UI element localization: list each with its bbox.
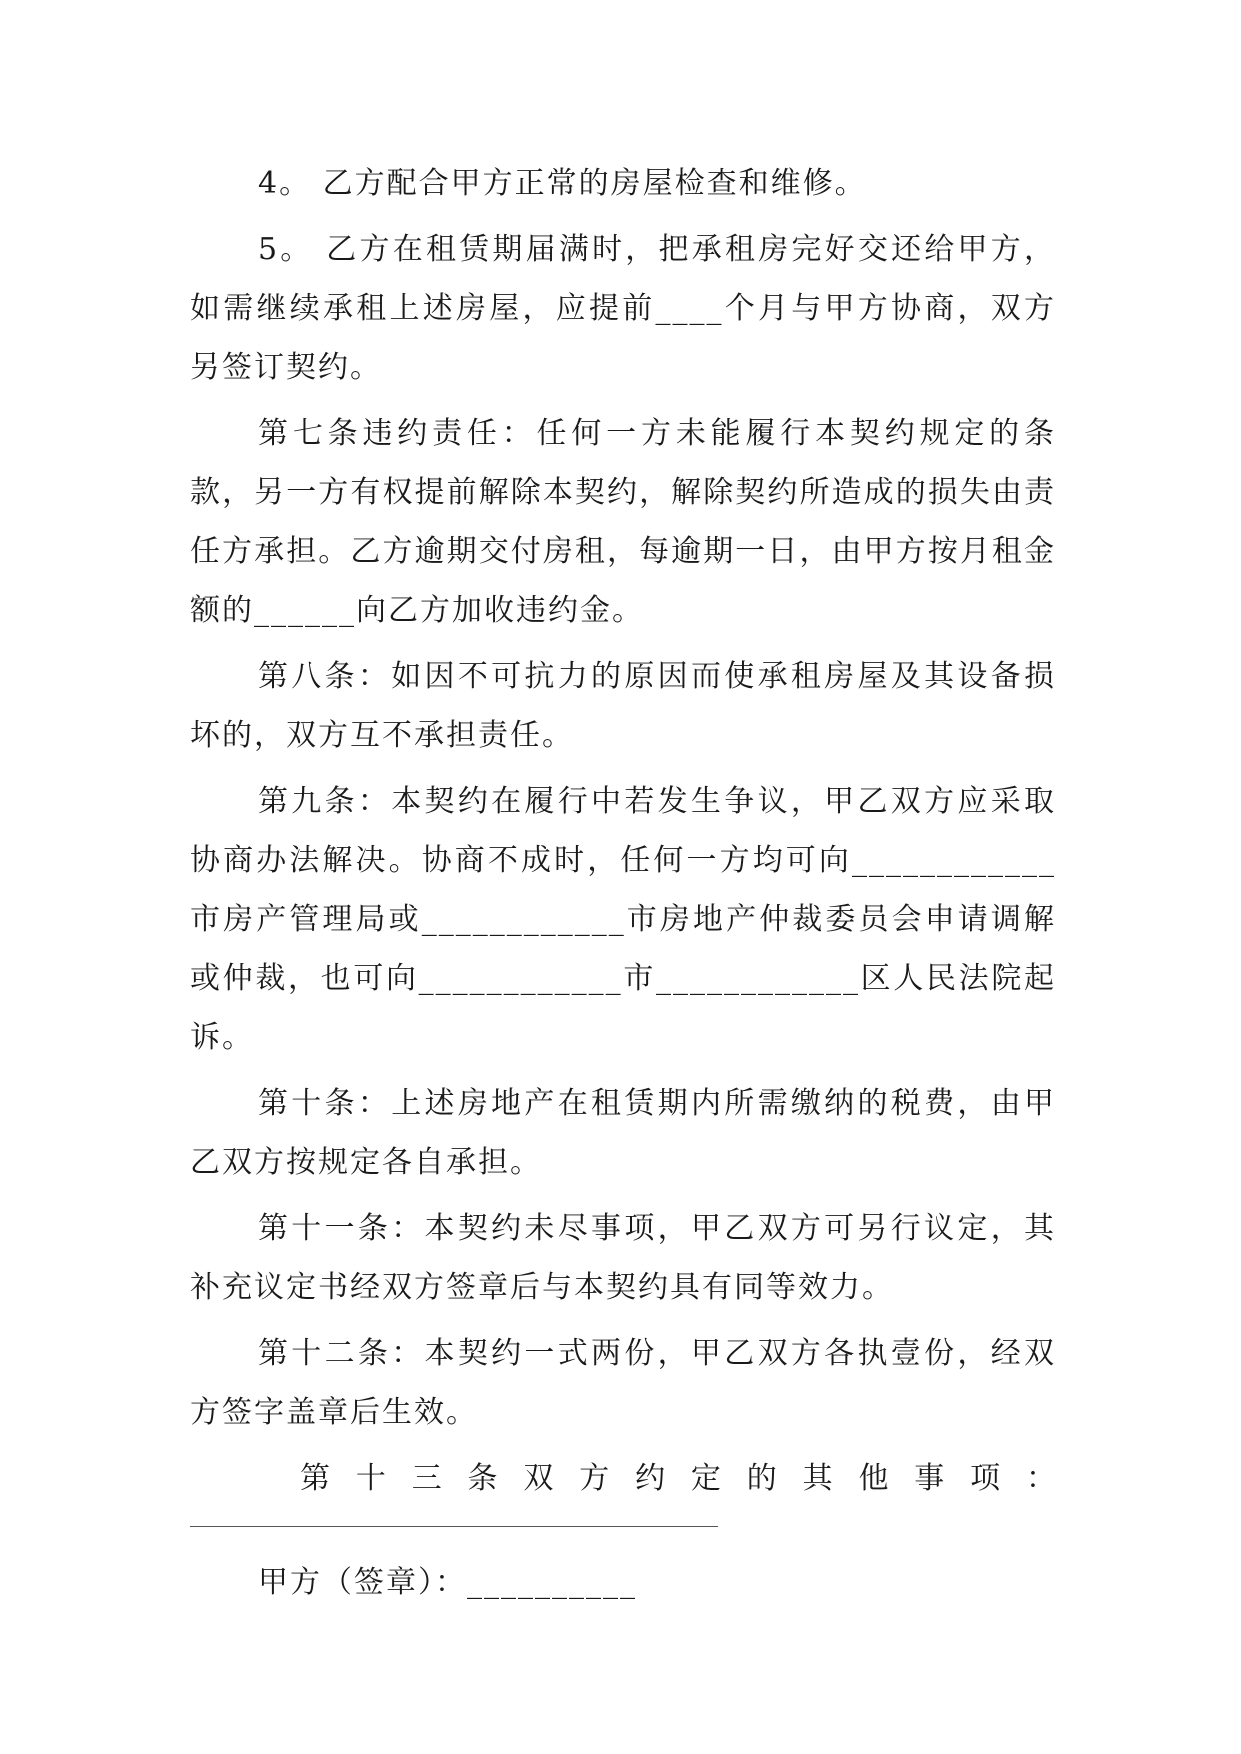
paragraph-article-11: 第十一条：本契约未尽事项，甲乙双方可另行议定，其补充议定书经双方签章后与本契约具有同等效力。 [190,1211,1056,1305]
paragraph-article-12: 第十二条：本契约一式两份，甲乙双方各执壹份，经双方签字盖章后生效。 [190,1336,1056,1430]
paragraph-article-9: 第九条：本契约在履行中若发生争议，甲乙双方应采取协商办法解决。协商不成时，任何一方均可向____________市房产管理局或____________市房地产仲裁委员会申请调解或仲裁，也可向____________市____________区人民法院起诉。 [190,784,1056,1055]
blank-fill-line [190,1526,718,1527]
paragraph-article-10: 第十条：上述房地产在租赁期内所需缴纳的税费，由甲乙双方按规定各自承担。 [190,1086,1056,1180]
signature-party-a: 甲方（签章）：__________ [258,1565,637,1600]
paragraph-item-5: 5。 乙方在租赁期届满时，把承租房完好交还给甲方，如需继续承租上述房屋，应提前____个月与甲方协商，双方另签订契约。 [190,232,1056,385]
document-body [190,154,1056,1612]
paragraph-article-8: 第八条：如因不可抗力的原因而使承租房屋及其设备损坏的，双方互不承担责任。 [190,659,1056,753]
paragraph-article-7: 第七条违约责任：任何一方未能履行本契约规定的条款，另一方有权提前解除本契约，解除契约所造成的损失由责任方承担。乙方逾期交付房租，每逾期一日，由甲方按月租金额的______向乙方加收违约金。 [190,416,1056,628]
paragraph-item-4: 4。 乙方配合甲方正常的房屋检查和维修。 [258,166,867,201]
paragraph-article-13: 第十三条双方约定的其他事项： [300,1461,1056,1496]
